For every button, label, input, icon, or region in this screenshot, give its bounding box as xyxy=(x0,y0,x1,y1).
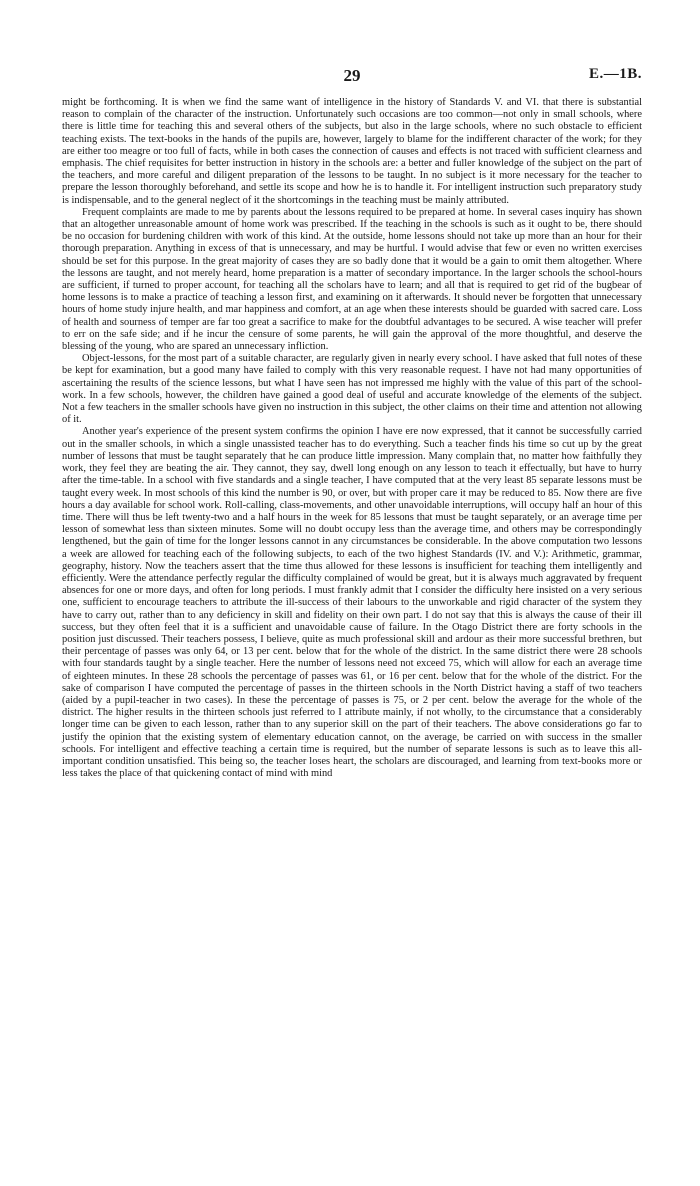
paragraph-home-lessons: Frequent complaints are made to me by parents about the lessons required to be prepared at home. In several cases inquiry has shown that an altogether unreasonable amount of home work was prescribed. If the teaching in the schools is such as it ought to be, there should be no occasion for burdening children with work of this kind. At the outside, home lessons should not take up more than an hour for their thorough preparation. Anything in excess of that is unnecessary, and may be hurtful. I would advise that few or even no written exercises should be set for this purpose. In the great majority of cases they are so badly done that it would be a gain to omit them altogether. Where the lessons are taught, and not merely heard, home preparation is a matter of secondary importance. In the larger schools the school-hours are sufficient, if turned to proper account, for teaching all the scholars have to learn; and all that is required to get rid of the bugbear of home lessons is to make a practice of teaching a lesson first, and examining on it afterwards. It should never be forgotten that unnecessary hours of home study injure health, and mar happiness and comfort, at an age when these interests should be guarded with sacred care. Loss of health and sourness of temper are far too great a sacrifice to make for the doubtful advantages to be secured. A wise teacher will prefer to err on the safe side; and if he incur the censure of some parents, he will gain the approval of the more thoughtful, and deserve the blessing of the young, who are spared an unnecessary infliction. xyxy=(62,206,642,353)
page-header xyxy=(62,66,642,90)
document-reference: E.—1B. xyxy=(588,66,642,82)
paragraph-object-lessons: Object-lessons, for the most part of a suitable character, are regularly given in nearly every school. I have asked that full notes of these be kept for examination, but a good many have failed to comply with this very reasonable request. I have not had many opportunities of ascertaining the results of the science lessons, but what I have seen has not impressed me highly with the value of this part of the school-work. In a few schools, however, the children have gained a good deal of useful and accurate knowledge of the elements of the subject. Not a few teachers in the smaller schools have given no instruction in this subject, the other claims on their time and attention not allowing of it. xyxy=(62,353,642,426)
document-body xyxy=(62,97,642,780)
page-number: 29 xyxy=(343,66,361,85)
paragraph-small-schools: Another year's experience of the present system confirms the opinion I have ere now expressed, that it cannot be successfully carried out in the smaller schools, in which a single unassisted teacher has to do everything. Such a teacher finds his time so cut up by the great number of lessons that must be taught separately that he can produce little impression. Many complain that, no matter how faithfully they work, they feel they are beating the air. They cannot, they say, dwell long enough on any lesson to teach it effectually, but have to hurry after the time-table. In a school with five standards and a single teacher, I have computed that at the very least 85 separate lessons must be taught every week. In most schools of this kind the number is 90, or over, but with proper care it may be reduced to 85. Now there are five hours a day available for school work. Roll-calling, class-movements, and other unavoidable interruptions, will occupy half an hour of this time. There will thus be left twenty-two and a half hours in the week for 85 lessons that must be taught separately, or an average time per lesson of somewhat less than sixteen minutes. Some will no doubt occupy less than the average time, and others may be correspondingly lengthened, but the gain of time for the longer lessons cannot in any circumstances be considerable. In the above computation two lessons a week are allowed for teaching each of the following subjects, to each of the two highest Standards (IV. and V.): Arithmetic, grammar, geography, history. Now the teachers assert that the time thus allowed for these lessons is insufficient for teaching them intelligently and efficiently. Were the attendance perfectly regular the difficulty complained of would be great, but it is always much aggravated by frequent absences for one or more days, and often for long periods. I must frankly admit that I consider the difficulty here insisted on a very serious one, sufficient to encourage teachers to attribute the ill-success of their labours to the unworkable and rigid character of the system they have to carry out, rather than to any deficiency in skill and fidelity on their own part. I do not say that this is always the cause of their ill success, but they often feel that it is a sufficient and unavoidable cause of failure. In the Otago District there are forty schools in the position just discussed. Their teachers possess, I believe, quite as much professional skill and ardour as their more successful brethren, but their percentage of passes was only 64, or 13 per cent. below that for the whole of the district. In the same district there were 28 schools with four standards taught by a single teacher. Here the number of lessons need not exceed 75, which will allow for each an average time of eighteen minutes. In these 28 schools the percentage of passes was 61, or 16 per cent. below that for the whole of the district. For the sake of comparison I have computed the percentage of passes in the thirteen schools in the North District having a staff of two teachers (aided by a pupil-teacher in two cases). In these the percentage of passes is 75, or 2 per cent. below the average for the whole of the district. The higher results in the thirteen schools just referred to I attribute mainly, if not wholly, to the circumstance that a considerably longer time can be given to each lesson, rather than to any superior skill on the part of their teachers. The above considerations go far to justify the opinion that the existing system of elementary education cannot, on the average, be carried on with success in the smaller schools. For intelligent and effective teaching a certain time is required, but the number of separate lessons is such as to leave this all-important condition unsatisfied. This being so, the teacher loses heart, the scholars are discouraged, and learning from text-books more or less takes the place of that quickening contact of mind with mind xyxy=(62,426,642,780)
paragraph-history: might be forthcoming. It is when we find the same want of intelligence in the history of Standards V. and VI. that there is substantial reason to complain of the character of the instruction. Unfortunately such occasions are too common—not only in small schools, where there is little time for teaching this and several others of the subjects, but also in the large schools, where no such obstacle to efficient teaching exists. The text-books in the hands of the pupils are, however, largely to blame for the indifferent character of the work; for they are either too meagre or too full of facts, while in both cases the connection of causes and effects is not traced with sufficient clearness and emphasis. The chief requisites for better instruction in history in the schools are: a better and fuller knowledge of the subject on the part of the teachers, and more careful and diligent preparation of the lessons to be taught. In no subject is it more necessary for the teacher to prepare the lesson thoroughly beforehand, and settle its scope and how he is to handle it. For intelligent instruction such preparatory study is indispensable, and to the general neglect of it the shortcomings in the teaching must be mainly attributed. xyxy=(62,97,642,206)
